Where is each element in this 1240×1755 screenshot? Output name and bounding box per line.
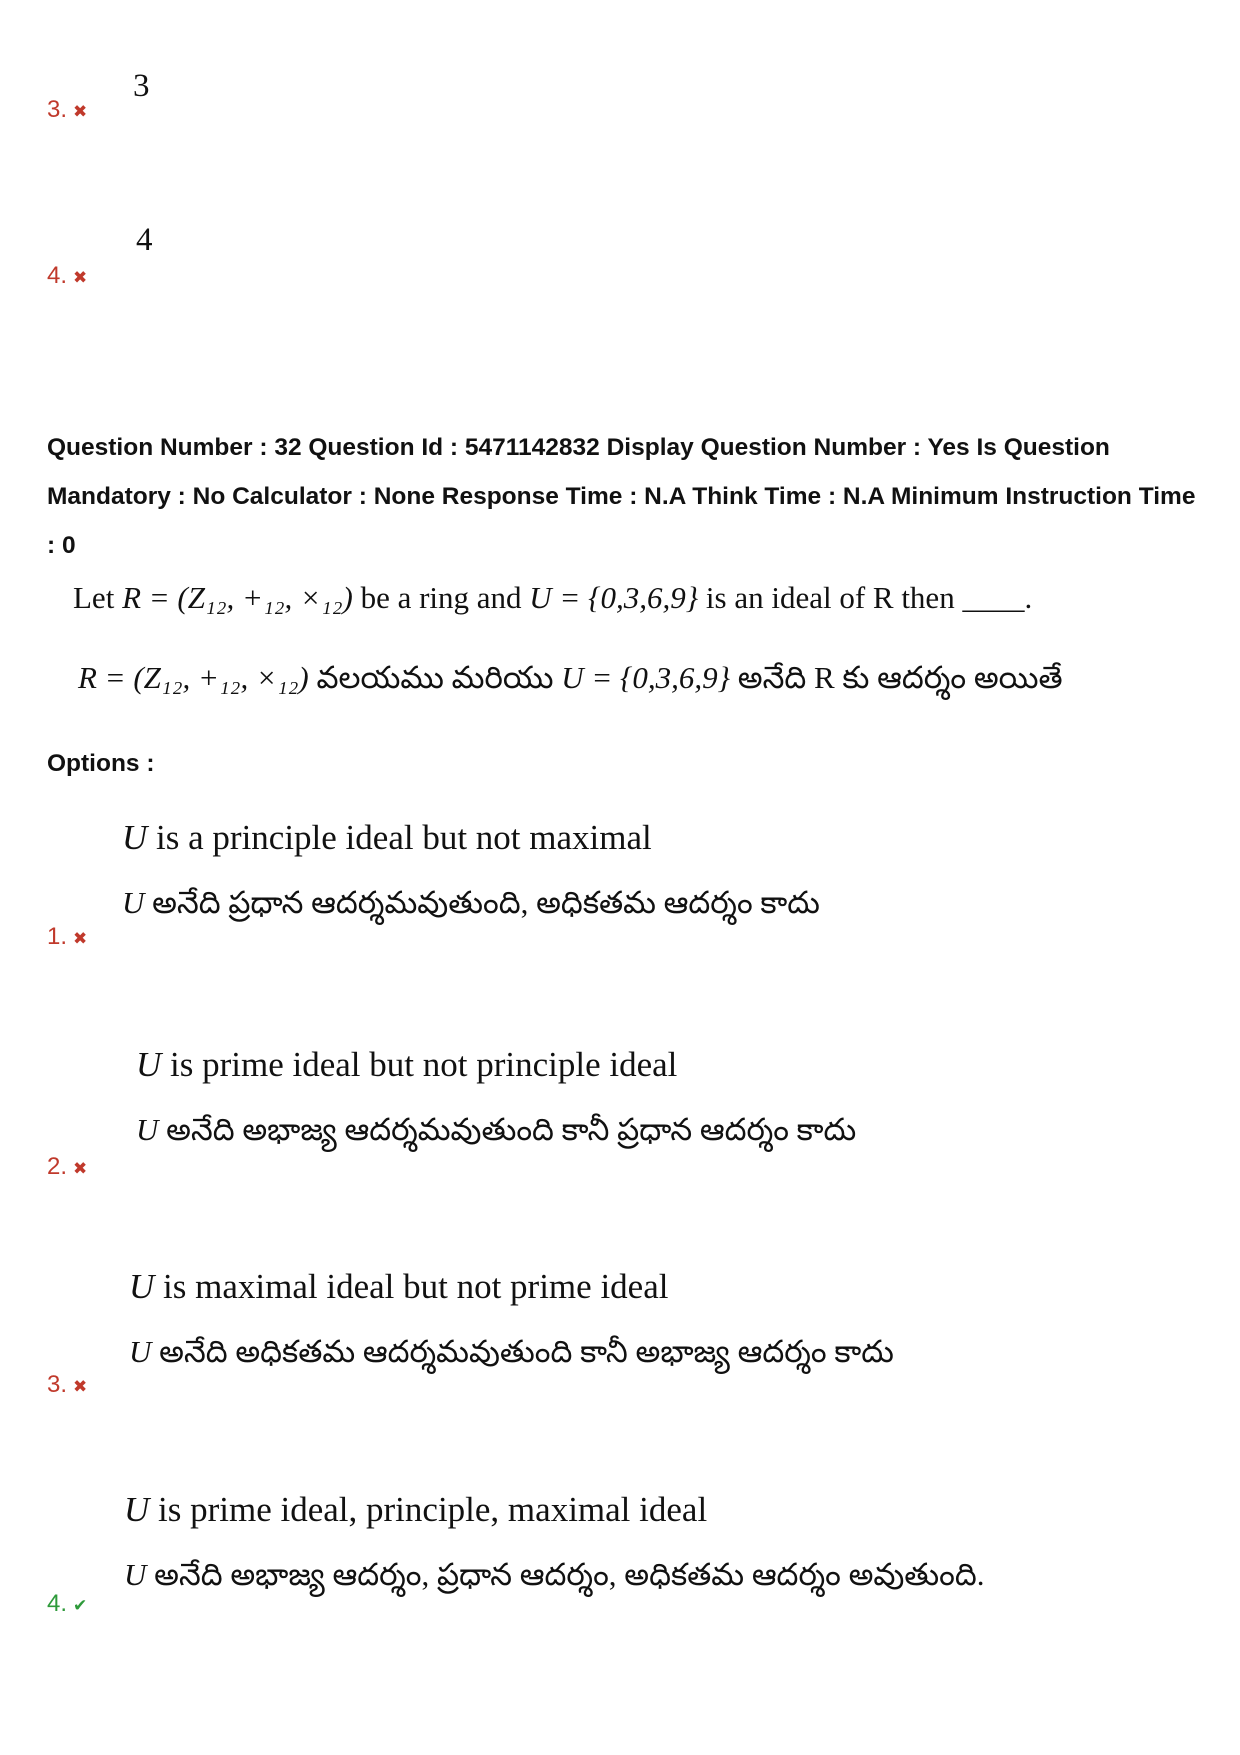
option-3-var: U xyxy=(129,1267,155,1306)
option-2-te-var: U xyxy=(136,1112,159,1147)
q-te-ideal: U = {0,3,6,9} xyxy=(561,660,731,695)
option-2-label xyxy=(47,1153,87,1181)
q-te-tail: అనేది R కు ఆదర్శం అయితే xyxy=(737,660,1063,695)
option-1-number: 1. xyxy=(47,923,68,950)
option-4-var: U xyxy=(124,1490,150,1529)
prev-option-3-value: 3 xyxy=(133,68,150,104)
question-header: Question Number : 32 Question Id : 5471142832 Display Question Number : Yes Is Question Mandatory : No Calculator : None Response Time : N.A Think Time : N.A Minimum Instruction Time : 0 xyxy=(47,434,1196,559)
option-2-en-text: is prime ideal but not principle ideal xyxy=(170,1045,678,1084)
option-3-english xyxy=(129,1267,668,1307)
prev-option-4-number: 4. xyxy=(47,262,68,289)
wrong-icon: ✖ xyxy=(73,929,88,948)
q-te-ring: R = (Z₁₂, +₁₂, ×₁₂) xyxy=(78,660,309,695)
wrong-icon: ✖ xyxy=(73,102,88,121)
prev-option-4-label xyxy=(47,262,87,290)
option-2-number: 2. xyxy=(47,1153,68,1180)
option-2-te-text: అనేది అభాజ్య ఆదర్శమవుతుంది కానీ ప్రధాన ఆదర్శం కాదు xyxy=(166,1112,857,1147)
option-2-var: U xyxy=(136,1045,162,1084)
prev-option-3-number: 3. xyxy=(47,96,68,123)
option-4-te-var: U xyxy=(124,1557,147,1592)
q-ideal: U = {0,3,6,9} xyxy=(529,580,699,615)
option-3-te-text: అనేది అధికతమ ఆదర్శమవుతుంది కానీ అభాజ్య ఆదర్శం కాదు xyxy=(159,1334,894,1369)
option-1-english xyxy=(122,818,652,858)
q-tail: is an ideal of R then ____. xyxy=(705,580,1033,615)
wrong-icon: ✖ xyxy=(73,268,88,287)
option-1-label xyxy=(47,923,87,951)
option-1-telugu xyxy=(122,885,820,928)
option-4-en-text: is prime ideal, principle, maximal ideal xyxy=(158,1490,708,1529)
option-3-te-var: U xyxy=(129,1334,152,1369)
option-1-te-var: U xyxy=(122,885,145,920)
option-3-number: 3. xyxy=(47,1371,68,1398)
option-4-english xyxy=(124,1490,707,1530)
option-1-te-text: అనేది ప్రధాన ఆదర్శమవుతుంది, అధికతమ ఆదర్శం కాదు xyxy=(152,885,820,920)
q-let: Let xyxy=(73,580,115,615)
prev-option-4-value: 4 xyxy=(136,222,153,258)
option-4-telugu xyxy=(124,1557,985,1600)
option-3-en-text: is maximal ideal but not prime ideal xyxy=(163,1267,669,1306)
wrong-icon: ✖ xyxy=(73,1377,88,1396)
check-icon: ✔ xyxy=(73,1596,88,1615)
option-3-label xyxy=(47,1371,87,1399)
q-mid: be a ring and xyxy=(360,580,522,615)
wrong-icon: ✖ xyxy=(73,1159,88,1178)
options-label: Options : xyxy=(47,750,155,777)
q-ring: R = (Z₁₂, +₁₂, ×₁₂) xyxy=(122,580,353,615)
option-4-number: 4. xyxy=(47,1590,68,1617)
question-text-english xyxy=(73,580,1032,616)
q-te-mid: వలయము మరియు xyxy=(316,660,554,695)
prev-option-3-label xyxy=(47,96,87,124)
option-2-telugu xyxy=(136,1112,856,1155)
option-2-english xyxy=(136,1045,677,1085)
option-1-en-text: is a principle ideal but not maximal xyxy=(156,818,652,857)
option-4-label xyxy=(47,1590,87,1618)
option-3-telugu xyxy=(129,1334,894,1377)
option-1-var: U xyxy=(122,818,148,857)
question-text-telugu xyxy=(78,660,1063,703)
option-4-te-text: అనేది అభాజ్య ఆదర్శం, ప్రధాన ఆదర్శం, అధికతమ ఆదర్శం అవుతుంది. xyxy=(154,1557,985,1592)
